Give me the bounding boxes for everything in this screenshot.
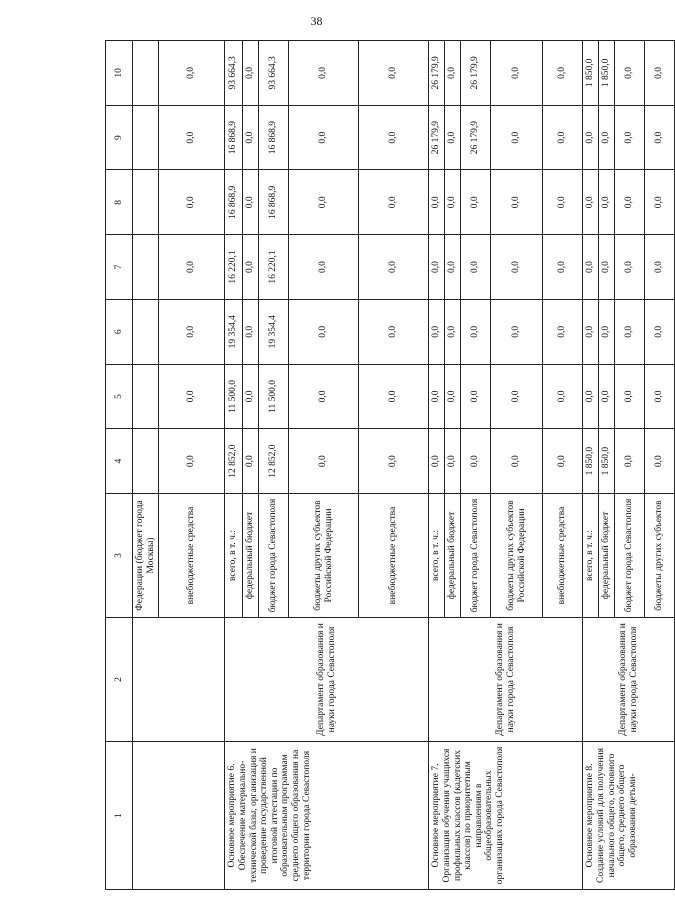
value-cell: 0,0 (243, 235, 259, 300)
value-cell: 0,0 (445, 41, 461, 106)
value-cell: 19 354,4 (259, 299, 289, 364)
value-cell: 0,0 (445, 429, 461, 494)
funding-source: всего, в т. ч.: (583, 494, 599, 618)
value-cell: 0,0 (543, 41, 583, 106)
value-cell: 0,0 (615, 235, 645, 300)
value-cell: 26 179,9 (461, 41, 491, 106)
value-cell: 0,0 (645, 170, 675, 235)
value-cell: 1 850,0 (599, 41, 615, 106)
value-cell: 0,0 (615, 364, 645, 429)
column-number-9: 9 (106, 105, 133, 170)
measure-name: Основное мероприятие 7. Организация обучения учащихся профильных классов (кадетских классов) по приоритетным направлениям в общеобразовательных организациях города Севастополя (429, 742, 583, 890)
value-cell: 26 179,9 (429, 105, 445, 170)
value-cell: 0,0 (289, 105, 359, 170)
value-cell: 0,0 (543, 105, 583, 170)
funding-source: внебюджетные средства (543, 494, 583, 618)
value-cell: 0,0 (615, 299, 645, 364)
value-cell: 0,0 (543, 364, 583, 429)
funding-source: федеральный бюджет (243, 494, 259, 618)
funding-source: федеральный бюджет (599, 494, 615, 618)
value-cell: 0,0 (583, 299, 599, 364)
value-cell: 16 868,9 (225, 170, 243, 235)
column-number-4: 4 (106, 429, 133, 494)
value-cell: 0,0 (599, 235, 615, 300)
funding-source: всего, в т. ч.: (429, 494, 445, 618)
value-cell: 0,0 (491, 429, 543, 494)
column-number-6: 6 (106, 299, 133, 364)
funding-source: всего, в т. ч.: (225, 494, 243, 618)
value-cell: 0,0 (491, 235, 543, 300)
value-cell: 0,0 (429, 299, 445, 364)
column-number-10: 10 (106, 41, 133, 106)
value-cell: 0,0 (645, 299, 675, 364)
value-cell (133, 41, 159, 106)
measure-executor: Департамент образования и науки города Севастополя (429, 618, 583, 742)
carryover-row (133, 41, 159, 890)
budget-table-body (106, 41, 675, 890)
value-cell: 0,0 (645, 105, 675, 170)
value-cell: 16 868,9 (259, 170, 289, 235)
value-cell (133, 429, 159, 494)
value-cell: 19 354,4 (225, 299, 243, 364)
value-cell: 0,0 (243, 170, 259, 235)
column-number-5: 5 (106, 364, 133, 429)
value-cell (133, 105, 159, 170)
value-cell: 0,0 (445, 105, 461, 170)
funding-source: Федерации (бюджет города Москвы) (133, 494, 159, 618)
value-cell: 0,0 (359, 429, 429, 494)
funding-source: бюджеты других субъектов Российской Федерации (289, 494, 359, 618)
value-cell: 0,0 (445, 364, 461, 429)
value-cell: 0,0 (429, 429, 445, 494)
funding-source: бюджет города Севастополя (259, 494, 289, 618)
value-cell: 0,0 (243, 41, 259, 106)
measure-8-row (583, 41, 599, 890)
value-cell: 0,0 (615, 41, 645, 106)
value-cell: 0,0 (445, 170, 461, 235)
value-cell: 0,0 (289, 299, 359, 364)
carryover-measure-cell (133, 742, 225, 890)
value-cell: 0,0 (445, 235, 461, 300)
value-cell: 0,0 (159, 105, 225, 170)
measure-7-row (429, 41, 445, 890)
value-cell: 0,0 (243, 299, 259, 364)
value-cell: 0,0 (289, 235, 359, 300)
column-number-3: 3 (106, 494, 133, 618)
value-cell: 16 220,1 (225, 235, 243, 300)
value-cell: 0,0 (645, 429, 675, 494)
value-cell: 0,0 (461, 429, 491, 494)
value-cell: 0,0 (445, 299, 461, 364)
measure-executor: Департамент образования и науки города Севастополя (225, 618, 429, 742)
value-cell: 11 500,0 (225, 364, 243, 429)
value-cell (133, 235, 159, 300)
column-number-1: 1 (106, 742, 133, 890)
value-cell (133, 364, 159, 429)
value-cell: 0,0 (645, 41, 675, 106)
value-cell: 12 852,0 (225, 429, 243, 494)
value-cell: 0,0 (583, 364, 599, 429)
value-cell: 0,0 (461, 235, 491, 300)
funding-source: бюджет города Севастополя (461, 494, 491, 618)
value-cell: 0,0 (289, 41, 359, 106)
value-cell: 26 179,9 (461, 105, 491, 170)
value-cell: 0,0 (159, 299, 225, 364)
rotated-table-container (105, 40, 665, 890)
column-number-2: 2 (106, 618, 133, 742)
value-cell: 0,0 (359, 364, 429, 429)
funding-source: бюджет города Севастополя (615, 494, 645, 618)
value-cell: 0,0 (289, 170, 359, 235)
page-number: 38 (310, 14, 323, 28)
value-cell: 0,0 (491, 364, 543, 429)
value-cell: 0,0 (543, 235, 583, 300)
value-cell: 0,0 (359, 299, 429, 364)
value-cell: 0,0 (491, 41, 543, 106)
value-cell: 0,0 (289, 364, 359, 429)
value-cell: 0,0 (159, 235, 225, 300)
value-cell: 1 850,0 (583, 41, 599, 106)
value-cell: 0,0 (615, 170, 645, 235)
measure-6-row (225, 41, 243, 890)
value-cell: 0,0 (491, 299, 543, 364)
column-number-8: 8 (106, 170, 133, 235)
value-cell (133, 299, 159, 364)
value-cell: 0,0 (159, 41, 225, 106)
value-cell: 0,0 (429, 170, 445, 235)
value-cell: 0,0 (615, 429, 645, 494)
value-cell: 0,0 (159, 429, 225, 494)
value-cell: 12 852,0 (259, 429, 289, 494)
value-cell: 0,0 (599, 364, 615, 429)
value-cell: 0,0 (243, 105, 259, 170)
value-cell: 16 868,9 (259, 105, 289, 170)
value-cell: 0,0 (159, 170, 225, 235)
value-cell: 0,0 (243, 429, 259, 494)
value-cell: 0,0 (289, 429, 359, 494)
funding-source: бюджеты других субъектов Российской Федерации (491, 494, 543, 618)
value-cell: 26 179,9 (429, 41, 445, 106)
value-cell: 0,0 (359, 170, 429, 235)
value-cell: 0,0 (359, 41, 429, 106)
value-cell: 0,0 (491, 170, 543, 235)
measure-executor: Департамент образования и науки города Севастополя (583, 618, 675, 742)
value-cell (133, 170, 159, 235)
value-cell: 11 500,0 (259, 364, 289, 429)
value-cell: 0,0 (599, 299, 615, 364)
value-cell: 0,0 (429, 364, 445, 429)
value-cell: 0,0 (359, 105, 429, 170)
value-cell: 1 850,0 (599, 429, 615, 494)
value-cell: 0,0 (429, 235, 445, 300)
value-cell: 93 664,3 (259, 41, 289, 106)
value-cell: 0,0 (583, 235, 599, 300)
value-cell: 0,0 (615, 105, 645, 170)
value-cell: 0,0 (159, 364, 225, 429)
funding-source: внебюджетные средства (159, 494, 225, 618)
value-cell: 16 868,9 (225, 105, 243, 170)
value-cell: 0,0 (543, 429, 583, 494)
value-cell: 0,0 (645, 235, 675, 300)
funding-source: федеральный бюджет (445, 494, 461, 618)
value-cell: 0,0 (543, 170, 583, 235)
value-cell: 0,0 (461, 299, 491, 364)
value-cell: 0,0 (645, 364, 675, 429)
value-cell: 0,0 (461, 364, 491, 429)
value-cell: 0,0 (243, 364, 259, 429)
measure-name: Основное мероприятие 8. Создание условий для получения начального общего, основного общего, среднего общего образования детьми- (583, 742, 675, 890)
budget-table (105, 40, 675, 890)
value-cell: 0,0 (599, 170, 615, 235)
value-cell: 0,0 (583, 170, 599, 235)
value-cell: 1 850,0 (583, 429, 599, 494)
value-cell: 16 220,1 (259, 235, 289, 300)
value-cell: 0,0 (359, 235, 429, 300)
value-cell: 0,0 (491, 105, 543, 170)
carryover-executor-cell (133, 618, 225, 742)
funding-source: бюджеты других субъектов (645, 494, 675, 618)
value-cell: 0,0 (543, 299, 583, 364)
value-cell: 0,0 (461, 170, 491, 235)
column-number-7: 7 (106, 235, 133, 300)
column-number-row (106, 41, 133, 890)
value-cell: 0,0 (599, 105, 615, 170)
value-cell: 0,0 (583, 105, 599, 170)
measure-name: Основное мероприятие 6. Обеспечение материально-технической базы, организация и проведение государственной итоговой аттестации по образовательным программам среднего общего образования на территории города Севастополя (225, 742, 429, 890)
value-cell: 93 664,3 (225, 41, 243, 106)
funding-source: внебюджетные средства (359, 494, 429, 618)
